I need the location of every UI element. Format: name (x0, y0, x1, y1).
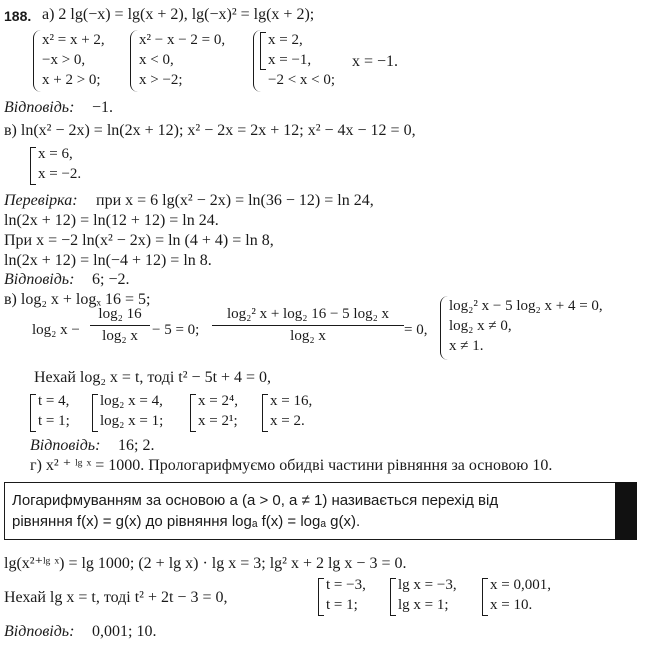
part-d-set-1: t = −3, t = 1; (326, 577, 366, 613)
part-c-set-1: t = 4, t = 1; (38, 393, 70, 429)
part-c-set-4: x = 16, x = 2. (270, 393, 313, 429)
system-brace (440, 296, 448, 360)
part-d-answer: 0,001; 10. (92, 623, 157, 640)
part-a-system-2: x² − x − 2 = 0, x < 0, x > −2; (139, 32, 226, 88)
part-c-answer: 16; 2. (118, 437, 155, 454)
frac-b-right: = 0, (404, 322, 428, 338)
check-line-1: при x = 6 lg(x² − 2x) = ln(36 − 12) = ln 24, (96, 192, 374, 209)
part-b-equation: в) ln(x² − 2x) = ln(2x + 12); x² − 2x = 2x + 12; x² − 4x − 12 = 0, (4, 122, 416, 139)
definition-box-marker (615, 482, 637, 540)
set-bracket (482, 578, 488, 616)
answer-label: Відповідь: (4, 271, 75, 288)
part-d-set-2: lg x = −3, lg x = 1; (398, 577, 457, 613)
definition-line-1: Логарифмуванням за основою a (a > 0, a ≠ 1) називається перехід від (12, 492, 499, 509)
fraction-b: log₂² x + log₂ 16 − 5 log₂ x log₂ x (212, 306, 404, 345)
part-d-set-3: x = 0,001, x = 10. (490, 577, 551, 613)
set-bracket (30, 394, 36, 432)
set-bracket (190, 394, 196, 432)
answer-label: Відповідь: (4, 623, 75, 640)
set-bracket (260, 32, 266, 70)
system-brace (33, 30, 41, 92)
set-bracket (390, 578, 396, 616)
set-bracket (92, 394, 98, 432)
problem-number: 188. (4, 8, 32, 24)
definition-line-2: рівняння f(x) = g(x) до рівняння logₐ f(x) = logₐ g(x). (12, 513, 361, 530)
part-a-system-1: x² = x + 2, −x > 0, x + 2 > 0; (42, 32, 105, 88)
part-a-result: x = −1. (352, 53, 399, 70)
part-c-substitution: Нехай log₂ x = t, тоді t² − 5t + 4 = 0, (34, 369, 272, 386)
part-c-system: log₂² x − 5 log₂ x + 4 = 0, log₂ x ≠ 0, x ≠ 1. (449, 298, 603, 354)
part-c-equation: в) log₂ x + logₓ 16 = 5; (4, 291, 151, 308)
part-d-substitution: Нехай lg x = t, тоді t² + 2t − 3 = 0, (4, 589, 228, 606)
frac-a-right: − 5 = 0; (152, 322, 200, 338)
part-b-answer: 6; −2. (92, 271, 130, 288)
check-line-4: ln(2x + 12) = ln(−4 + 12) = ln 8. (4, 252, 212, 269)
check-line-3: При x = −2 ln(x² − 2x) = ln (4 + 4) = ln 8, (4, 232, 274, 249)
part-c-set-2: log₂ x = 4, log₂ x = 1; (100, 393, 164, 429)
fraction-a: log₂ 16 log₂ x (90, 306, 150, 345)
part-b-set: x = 6, x = −2. (38, 146, 82, 182)
part-a-answer: −1. (92, 99, 114, 116)
system-brace (130, 30, 138, 92)
part-a-equation: а) 2 lg(−x) = lg(x + 2), lg(−x)² = lg(x + 2); (42, 6, 315, 23)
set-bracket (30, 147, 36, 185)
frac-a-left: log₂ x − (32, 322, 80, 338)
part-d-equation: г) x² ⁺ ˡᵍ ˣ = 1000. Прологарифмуємо обидві частини рівняння за основою 10. (30, 457, 553, 474)
part-c-set-3: x = 2⁴, x = 2¹; (198, 393, 238, 429)
check-label: Перевірка: (4, 192, 78, 209)
answer-label: Відповідь: (30, 437, 101, 454)
set-bracket (318, 578, 324, 616)
part-a-system-3: x = 2, x = −1, −2 < x < 0; (268, 32, 336, 88)
set-bracket (262, 394, 268, 432)
answer-label: Відповідь: (4, 99, 75, 116)
part-d-log-step: lg(x²⁺ˡᵍ ˣ) = lg 1000; (2 + lg x) · lg x = 3; lg² x + 2 lg x − 3 = 0. (4, 555, 407, 572)
check-line-2: ln(2x + 12) = ln(12 + 12) = ln 24. (4, 212, 219, 229)
